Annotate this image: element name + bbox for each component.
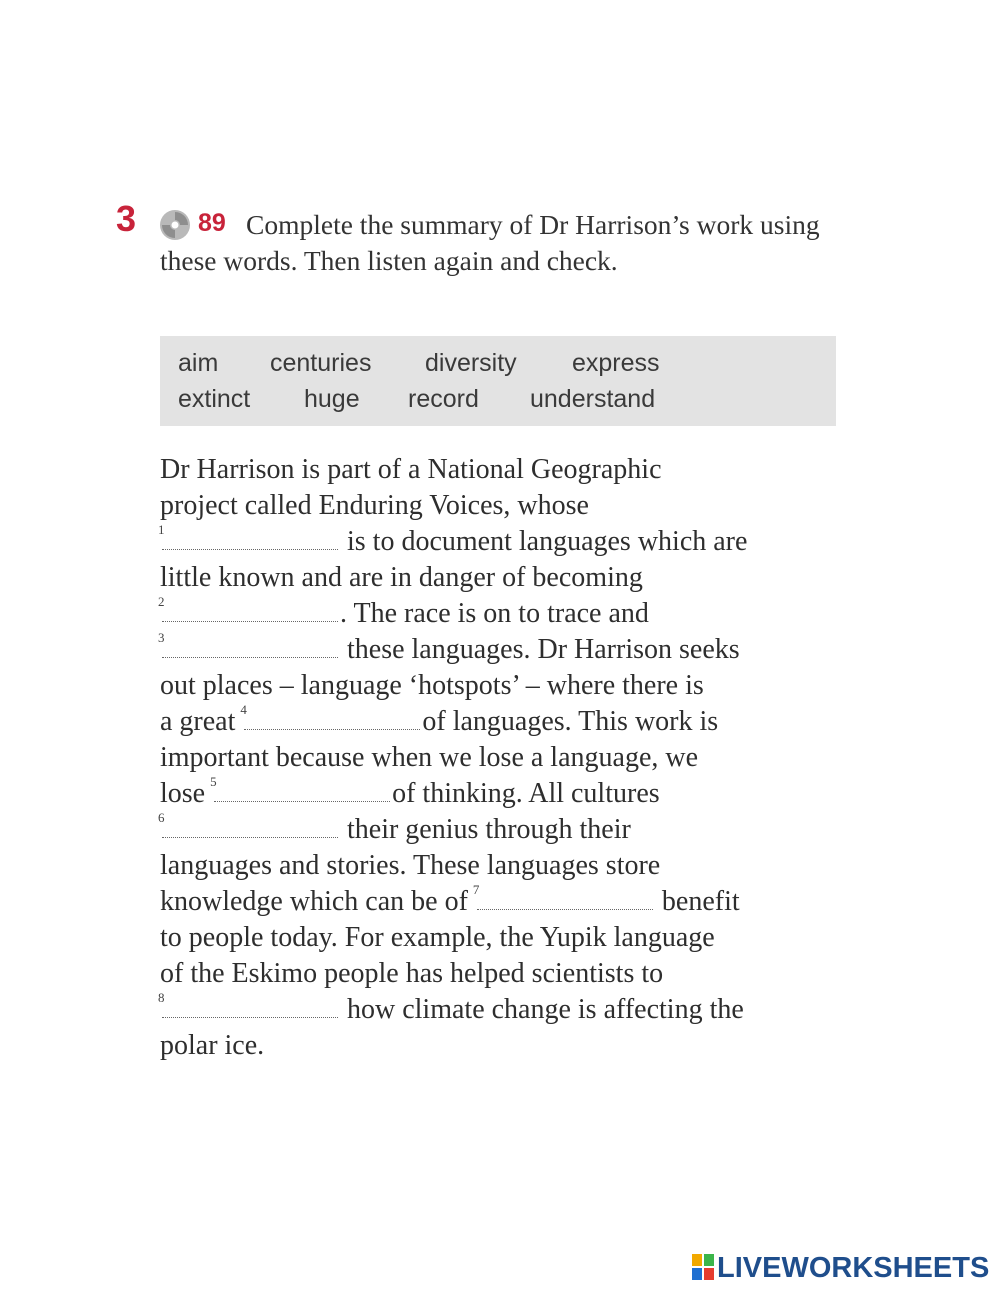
passage-text: their genius through their — [340, 814, 631, 845]
word-option: centuries — [270, 349, 372, 377]
answer-gap-5[interactable] — [212, 776, 392, 812]
passage-text: benefit — [654, 886, 740, 917]
gap-blank[interactable] — [162, 529, 338, 550]
passage-line — [160, 848, 850, 884]
answer-gap-8[interactable] — [160, 992, 340, 1028]
passage-line — [160, 1028, 850, 1064]
passage-line — [160, 488, 850, 524]
gap-number: 2 — [158, 594, 165, 609]
passage-text: polar ice. — [160, 1030, 265, 1061]
passage-line — [160, 524, 850, 560]
passage-text: is to document languages which are — [340, 526, 748, 557]
passage-text: a great — [160, 706, 243, 737]
passage-text: languages and stories. These languages store — [160, 850, 661, 881]
passage-text: Dr Harrison is part of a National Geographic — [160, 454, 662, 485]
passage-text: these languages. Dr Harrison seeks — [340, 634, 740, 665]
gap-number: 6 — [158, 810, 165, 825]
passage-text: important because when we lose a language, we — [160, 742, 699, 773]
word-box — [160, 336, 836, 426]
passage-line — [160, 452, 850, 488]
passage-text: lose — [160, 778, 213, 809]
logo-text: LIVEWORKSHEETS — [717, 1252, 990, 1284]
gap-number: 1 — [158, 522, 165, 537]
answer-gap-1[interactable] — [160, 524, 340, 560]
passage-text: how climate change is affecting the — [340, 994, 744, 1025]
passage-text: of languages. This work is — [422, 706, 719, 737]
audio-track-number: 89 — [198, 209, 226, 237]
word-option: understand — [530, 385, 656, 413]
answer-gap-6[interactable] — [160, 812, 340, 848]
gap-number: 7 — [472, 882, 480, 897]
passage-text: of the Eskimo people has helped scientists to — [160, 958, 664, 989]
passage-line — [160, 956, 850, 992]
word-option: express — [572, 349, 660, 377]
passage-text: project called Enduring Voices, whose — [160, 490, 589, 521]
passage-line — [160, 920, 850, 956]
gap-blank[interactable] — [214, 781, 390, 802]
passage-text: knowledge which can be of — [160, 886, 475, 917]
passage-line — [160, 596, 850, 632]
exercise-instruction: Complete the summary of Dr Harrison’s work using these words. Then listen again and check. — [160, 209, 820, 276]
answer-gap-3[interactable] — [160, 632, 340, 668]
passage-line — [160, 668, 850, 704]
gap-blank[interactable] — [162, 997, 338, 1018]
passage-text: little known and are in danger of becoming — [160, 562, 643, 593]
gap-blank[interactable] — [162, 817, 338, 838]
liveworksheets-logo-icon — [692, 1254, 714, 1280]
exercise-number: 3 — [116, 198, 137, 239]
summary-passage — [160, 452, 850, 1064]
passage-line — [160, 884, 850, 920]
gap-number: 3 — [158, 630, 165, 645]
word-option: extinct — [178, 385, 251, 413]
passage-text: to people today. For example, the Yupik language — [160, 922, 715, 953]
passage-line — [160, 632, 850, 668]
answer-gap-4[interactable] — [242, 704, 422, 740]
passage-line — [160, 704, 850, 740]
passage-line — [160, 740, 850, 776]
gap-blank[interactable] — [162, 601, 338, 622]
gap-number: 4 — [240, 702, 247, 717]
gap-number: 5 — [210, 774, 217, 789]
gap-blank[interactable] — [244, 709, 420, 730]
passage-text: of thinking. All cultures — [392, 778, 660, 809]
passage-line — [160, 992, 850, 1028]
passage-text: out places – language ‘hotspots’ – where there is — [160, 670, 704, 701]
liveworksheets-logo — [692, 1252, 989, 1286]
gap-number: 8 — [158, 990, 165, 1005]
passage-line — [160, 776, 850, 812]
passage-line — [160, 560, 850, 596]
answer-gap-7[interactable] — [472, 882, 655, 920]
passage-line — [160, 812, 850, 848]
word-option: diversity — [425, 349, 517, 377]
answer-gap-2[interactable] — [160, 596, 340, 632]
word-option: huge — [304, 385, 360, 413]
gap-blank[interactable] — [477, 889, 653, 910]
gap-blank[interactable] — [162, 637, 338, 658]
passage-text: . The race is on to trace and — [340, 598, 649, 629]
word-option: record — [408, 385, 479, 413]
word-option: aim — [178, 349, 219, 377]
